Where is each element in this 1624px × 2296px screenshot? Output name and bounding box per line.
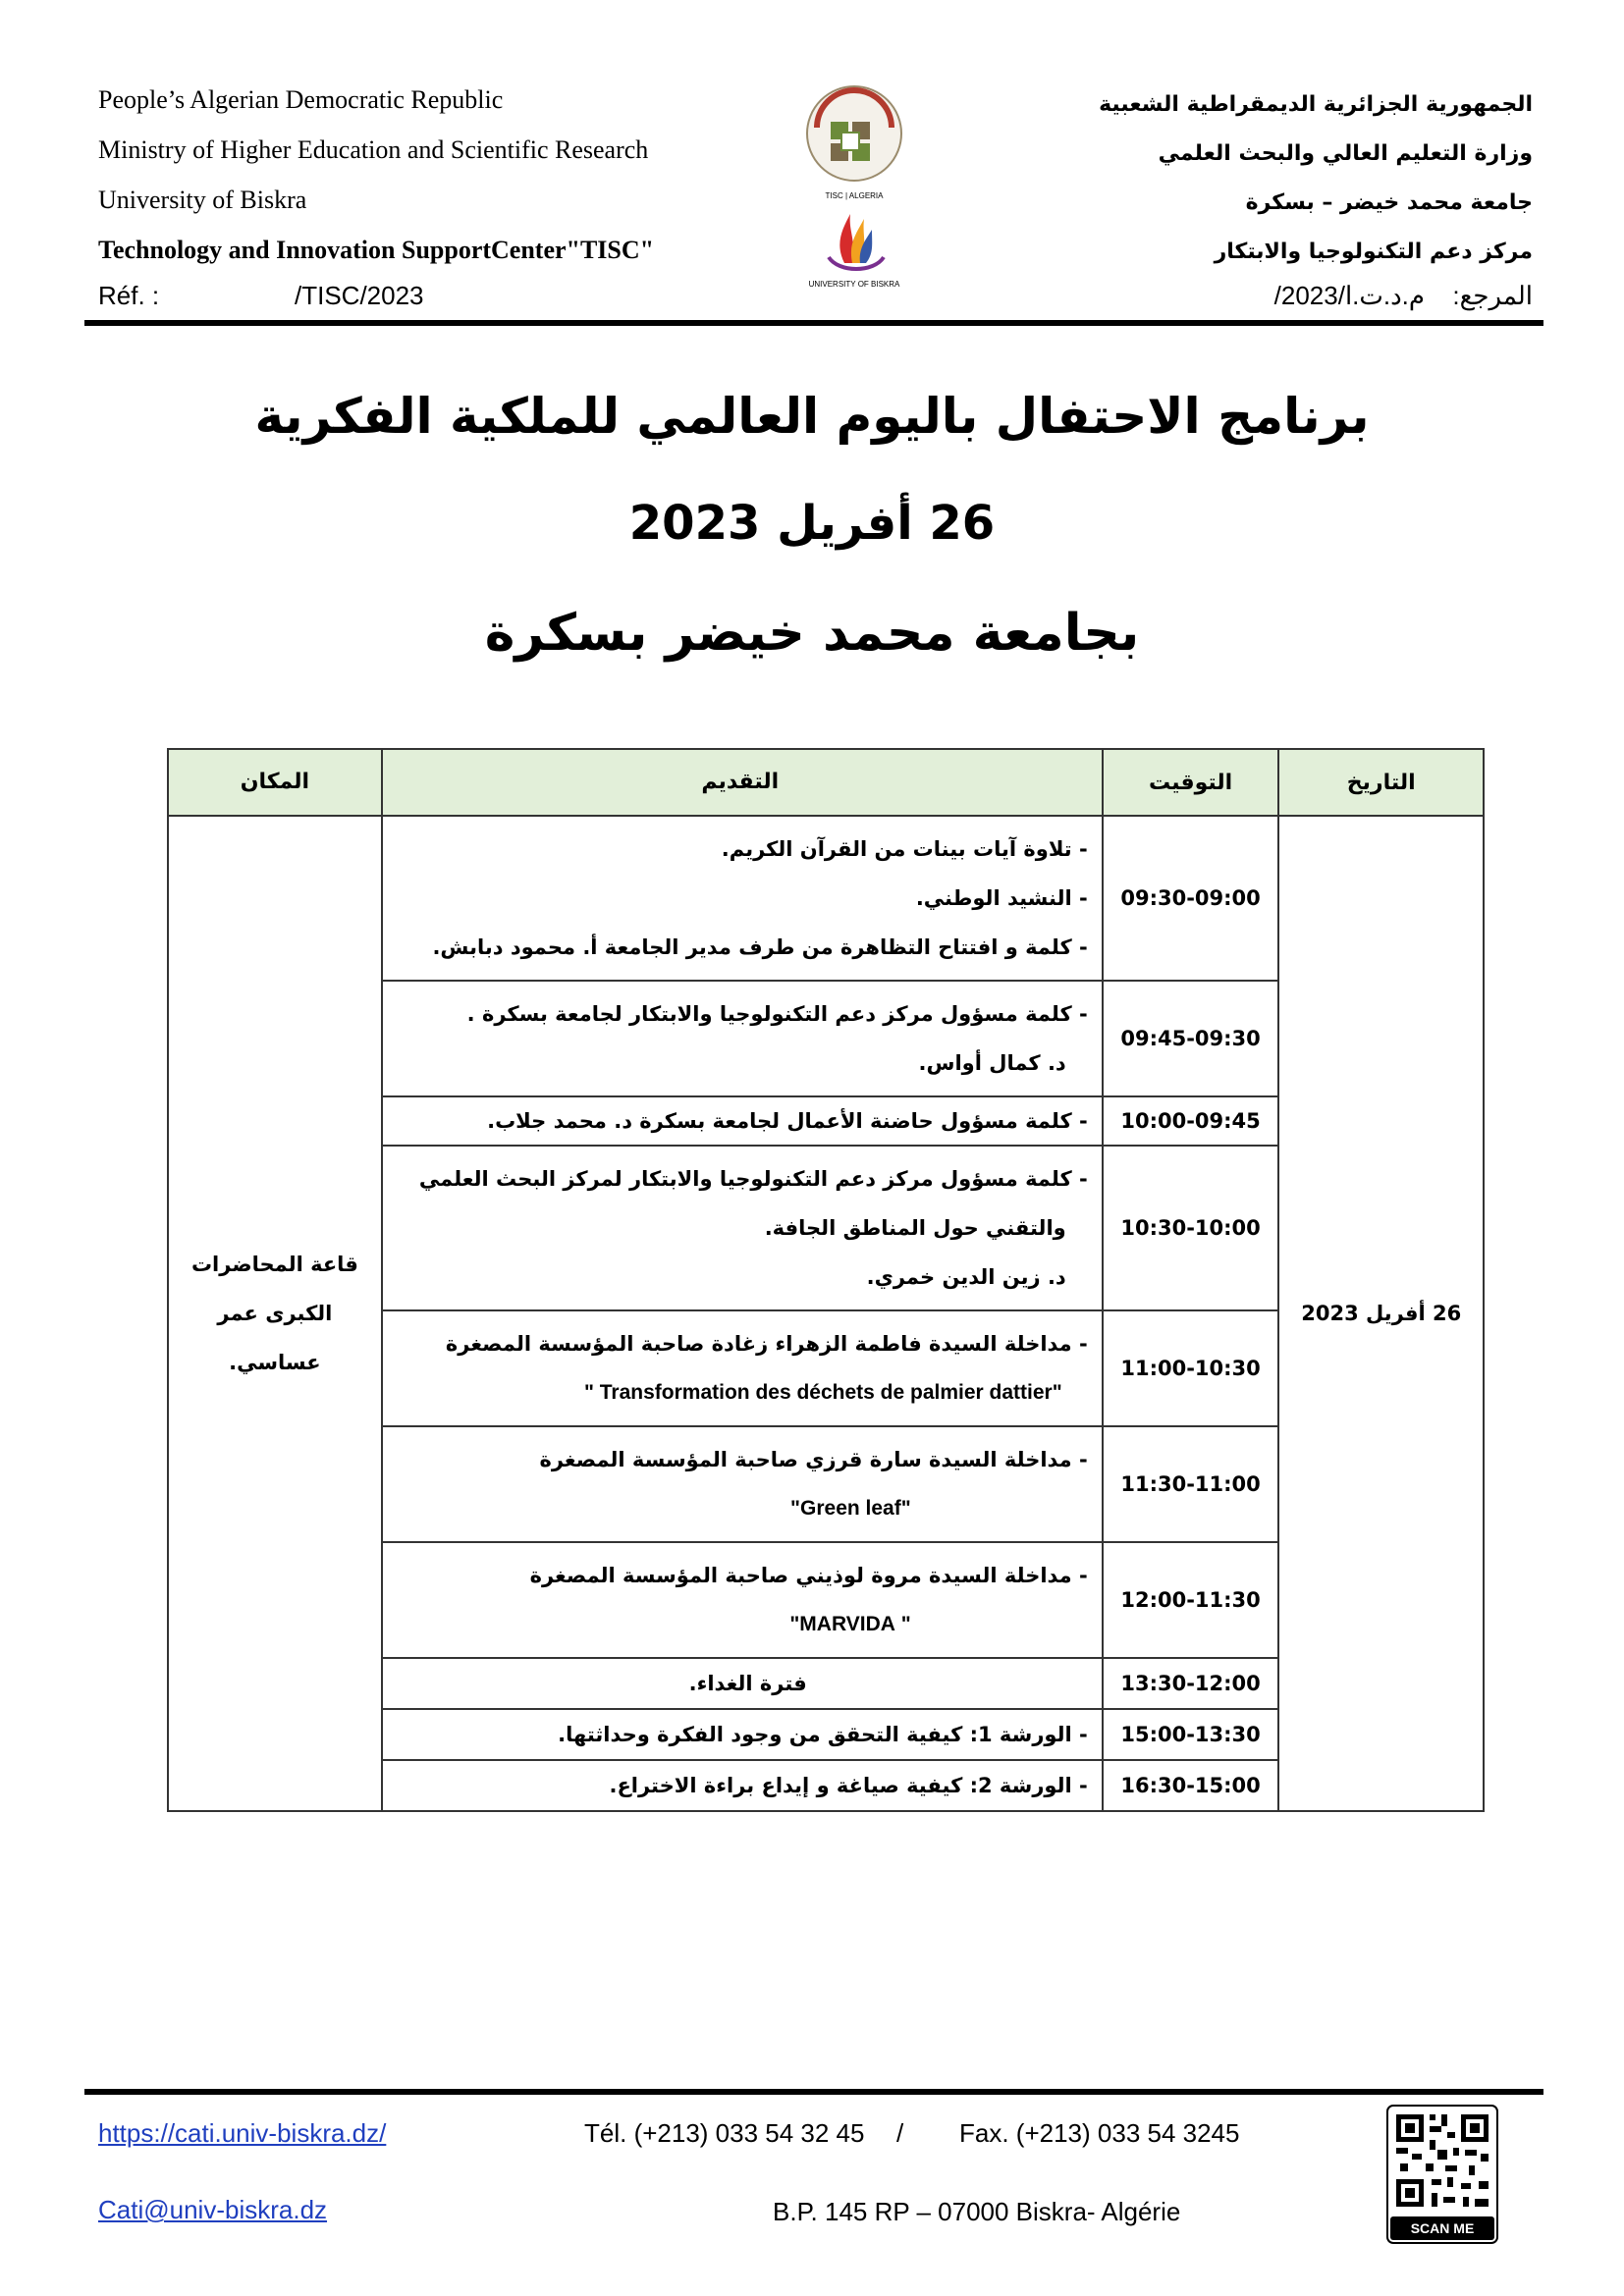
- phone-number: Tél. (+213) 033 54 32 45: [584, 2118, 865, 2148]
- desc-line: "Green leaf": [790, 1497, 911, 1520]
- header-left-line: Ministry of Higher Education and Scientific Research: [98, 135, 649, 164]
- header-divider: [84, 320, 1543, 326]
- qr-label: SCAN ME: [1410, 2220, 1475, 2236]
- email-link[interactable]: Cati@univ-biskra.dz: [98, 2195, 328, 2224]
- desc-line: والتقني حول المناطق الجافة.: [764, 1216, 1066, 1240]
- reference-ar-label: المرجع:: [1452, 281, 1533, 310]
- header-time: التوقيت: [1103, 749, 1279, 816]
- header-place: المكان: [168, 749, 382, 816]
- time-cell: 12:00-11:30: [1103, 1542, 1279, 1658]
- time-cell: 10:00-09:45: [1103, 1096, 1279, 1146]
- header-right-line: جامعة محمد خيضر – بسكرة: [1245, 190, 1533, 215]
- header-left-line: University of Biskra: [98, 186, 307, 214]
- desc-cell: [382, 1096, 1103, 1146]
- header-left-block: [98, 75, 727, 275]
- desc-cell: [382, 816, 1103, 981]
- place-line: قاعة المحاضرات: [190, 1253, 358, 1276]
- time-cell: 15:00-13:30: [1103, 1709, 1279, 1760]
- website-link[interactable]: https://cati.univ-biskra.dz/: [98, 2118, 387, 2148]
- desc-line: د. كمال أواس.: [918, 1051, 1066, 1075]
- header-right-line: الجمهورية الجزائرية الديمقراطية الشعبية: [1099, 92, 1533, 117]
- logo-caption-1: TISC | ALGERIA: [825, 191, 884, 200]
- date-cell: 26 أفريل 2023: [1278, 816, 1484, 1811]
- venue-title: بجامعة محمد خيضر بسكرة: [484, 604, 1140, 663]
- desc-line: - تلاوة آيات بينات من القرآن الكريم.: [721, 837, 1088, 861]
- header-left-line: Technology and Innovation SupportCenter"TISC": [98, 236, 655, 264]
- header-desc: التقديم: [382, 749, 1103, 816]
- desc-cell: [382, 1310, 1103, 1426]
- desc-line: - مداخلة السيدة فاطمة الزهراء زغادة صاحبة المؤسسة المصغرة: [445, 1332, 1088, 1356]
- desc-cell: [382, 1709, 1103, 1760]
- place-cell: [168, 816, 382, 1811]
- desc-line: د. زين الدين خمري.: [866, 1265, 1066, 1289]
- footer-separator: /: [896, 2118, 904, 2148]
- desc-line: فترة الغداء.: [688, 1672, 807, 1695]
- reference-ar: [1101, 281, 1533, 311]
- header-right-line: وزارة التعليم العالي والبحث العلمي: [1158, 141, 1533, 166]
- desc-line: " MARVIDA": [789, 1613, 911, 1635]
- time-cell: 10:30-10:00: [1103, 1146, 1279, 1310]
- place-line: الكبرى عمر: [217, 1302, 333, 1325]
- desc-cell: [382, 981, 1103, 1096]
- time-cell: 11:30-11:00: [1103, 1426, 1279, 1542]
- program-table: [167, 748, 1485, 1812]
- desc-line: - كلمة و افتتاح التظاهرة من طرف مدير الجامعة أ. محمود دبابش.: [432, 935, 1088, 959]
- time-cell: 13:30-12:00: [1103, 1658, 1279, 1709]
- place-line: عساسي.: [229, 1351, 321, 1374]
- desc-cell: [382, 1542, 1103, 1658]
- time-cell: 16:30-15:00: [1103, 1760, 1279, 1811]
- table-row: [168, 816, 1484, 981]
- desc-line: - مداخلة السيدة سارة قرزي صاحبة المؤسسة المصغرة: [539, 1448, 1088, 1471]
- desc-line: - مداخلة السيدة مروة لوذيني صاحبة المؤسسة المصغرة: [529, 1564, 1088, 1587]
- header-left-line: People’s Algerian Democratic Republic: [98, 85, 504, 114]
- header-date: التاريخ: [1278, 749, 1484, 816]
- biskra-flame-icon: [829, 214, 884, 269]
- reference-value: /TISC/2023: [295, 281, 424, 310]
- desc-cell: [382, 1426, 1103, 1542]
- desc-cell: [382, 1658, 1103, 1709]
- footer-divider: [84, 2089, 1543, 2095]
- qr-code[interactable]: [1386, 2105, 1498, 2244]
- desc-line: - كلمة مسؤول مركز دعم التكنولوجيا والابتكار لجامعة بسكرة .: [466, 1002, 1088, 1026]
- postal-address: B.P. 145 RP – 07000 Biskra- Algérie: [773, 2197, 1181, 2226]
- logo-caption-2: UNIVERSITY OF BISKRA: [808, 280, 900, 289]
- header-right-block: [924, 80, 1533, 277]
- reference-fr: [98, 281, 424, 311]
- time-cell: 09:45-09:30: [1103, 981, 1279, 1096]
- desc-line: - الورشة 2: كيفية صياغة و إيداع براءة الاختراع.: [609, 1774, 1088, 1797]
- tisc-logo-icon: [807, 86, 901, 181]
- reference-ar-value: /م.د.ت.ا/2023: [1273, 281, 1425, 310]
- time-cell: 09:30-09:00: [1103, 816, 1279, 981]
- desc-line: - النشيد الوطني.: [915, 886, 1088, 910]
- time-cell: 11:00-10:30: [1103, 1310, 1279, 1426]
- university-logo: [795, 77, 913, 302]
- reference-label: Réf. :: [98, 281, 160, 310]
- desc-cell: [382, 1760, 1103, 1811]
- desc-line: - كلمة مسؤول مركز دعم التكنولوجيا والابتكار لمركز البحث العلمي: [418, 1167, 1088, 1191]
- desc-line: - كلمة مسؤول حاضنة الأعمال لجامعة بسكرة د. محمد جلاب.: [487, 1109, 1088, 1133]
- desc-cell: [382, 1146, 1103, 1310]
- table-header-row: [168, 749, 1484, 816]
- fax-number: Fax. (+213) 033 54 3245: [959, 2118, 1240, 2148]
- event-date-title: 26 أفريل 2023: [628, 496, 996, 551]
- header-right-line: مركز دعم التكنولوجيا والابتكار: [1214, 240, 1533, 264]
- page-title: برنامج الاحتفال باليوم العالمي للملكية الفكرية: [254, 388, 1370, 445]
- desc-line: - الورشة 1: كيفية التحقق من وجود الفكرة وحداثتها.: [558, 1723, 1088, 1746]
- desc-line: "Transformation des déchets de palmier dattier ": [583, 1381, 1062, 1404]
